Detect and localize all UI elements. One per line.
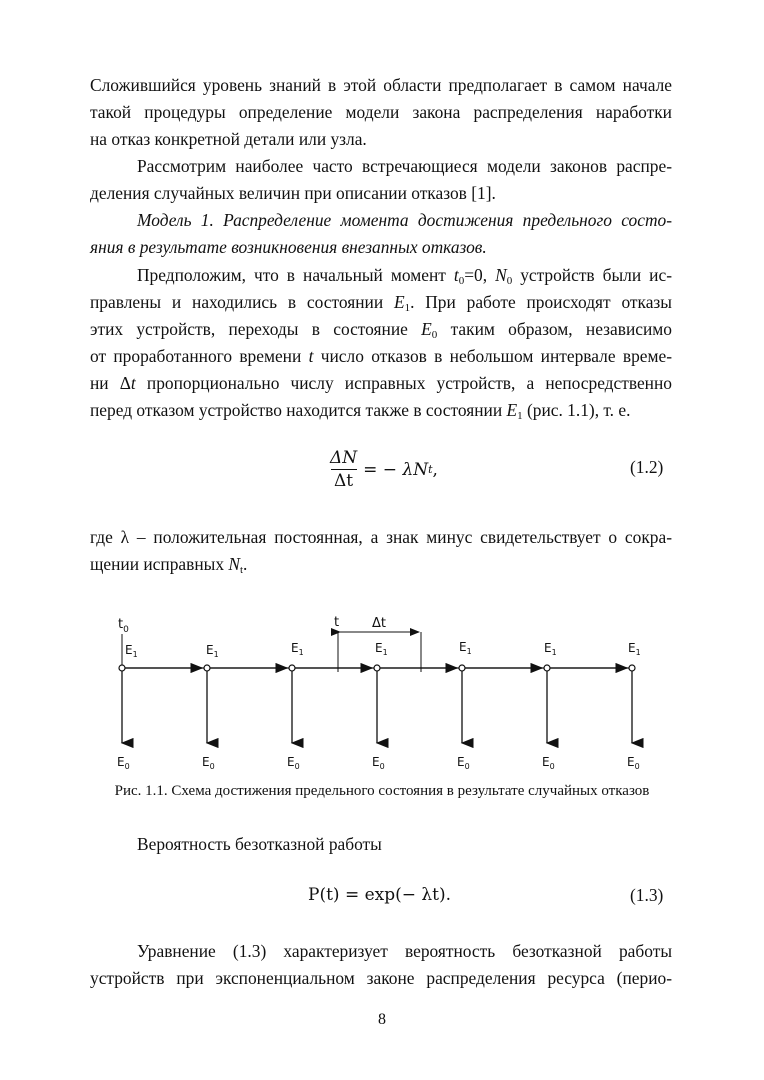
- state-transition-diagram: [0, 600, 764, 780]
- p2-line-2: деления случайных величин при описании отказов [1].: [90, 183, 496, 203]
- p4-line-5: ни Δt пропорционально числу исправных устройств, а непосредственно: [90, 373, 672, 393]
- formula-denominator: Δt: [334, 471, 354, 491]
- p1-line-2: такой процедуры определение модели закона распределения наработки: [90, 102, 672, 122]
- state-e0-label: $E_0$: [372, 755, 385, 771]
- state-node: [374, 665, 380, 671]
- t0-label: $t_0$: [118, 617, 129, 635]
- p5-line-1: где λ – положительная постоянная, а знак минус свидетельствует о сокра-: [90, 527, 672, 547]
- formula-tail: ,: [432, 459, 438, 480]
- state-node: [629, 665, 635, 671]
- p4-line-2: правлены и находились в состоянии $E_1$. При работе происходят отказы: [90, 292, 672, 314]
- state-e1-label: $E_1$: [375, 641, 388, 657]
- p5-line-2: щении исправных $N_t$.: [90, 554, 248, 576]
- state-e1-label: $E_1$: [206, 643, 219, 659]
- state-e0-label: $E_0$: [627, 755, 640, 771]
- p6-line: Вероятность безотказной работы: [137, 834, 382, 854]
- p7-line-1: Уравнение (1.3) характеризует вероятность безотказной работы: [137, 941, 672, 961]
- state-node: [119, 665, 125, 671]
- p1-line-1: Сложившийся уровень знаний в этой области предполагает в самом начале: [90, 75, 672, 95]
- state-node: [544, 665, 550, 671]
- state-e1-label: $E_1$: [459, 640, 472, 656]
- state-e1-label: $E_1$: [628, 641, 641, 657]
- p3-line-1: Модель 1. Распределение момента достижения предельного состо-: [137, 210, 672, 230]
- p4-line-6: перед отказом устройство находится также в состоянии $E_1$ (рис. 1.1), т. е.: [90, 400, 631, 422]
- p4-line-4: от проработанного времени t число отказов в небольшом интервале време-: [90, 346, 672, 366]
- state-e0-label: $E_0$: [287, 755, 300, 771]
- state-e0-label: $E_0$: [117, 755, 130, 771]
- state-e0-label: $E_0$: [457, 755, 470, 771]
- page-number: 8: [378, 1011, 386, 1028]
- state-e0-label: $E_0$: [542, 755, 555, 771]
- state-e1-label: $E_1$: [291, 641, 304, 657]
- t-label: t: [334, 615, 340, 630]
- formula-numerator: ΔN: [330, 448, 358, 468]
- state-node: [289, 665, 295, 671]
- p4-line-1: Предположим, что в начальный момент $t_0=0$, $N_0$ устройств были ис-: [137, 265, 672, 287]
- equation-number-1-2: (1.2): [630, 457, 664, 477]
- state-node: [459, 665, 465, 671]
- formula-1-2: ΔN Δt = − λN t ,: [330, 448, 438, 491]
- p3-line-2: яния в результате возникновения внезапных отказов.: [90, 237, 487, 257]
- formula-1-3: P(t) = exp(− λt).: [308, 885, 452, 905]
- state-e1-label: $E_1$: [544, 641, 557, 657]
- state-e0-label: $E_0$: [202, 755, 215, 771]
- p7-line-2: устройств при экспоненциальном законе распределения ресурса (перио-: [90, 968, 672, 988]
- state-e1-label: $E_1$: [125, 643, 138, 659]
- p4-line-3: этих устройств, переходы в состояние $E_0$ таким образом, независимо: [90, 319, 672, 341]
- figure-caption: Рис. 1.1. Схема достижения предельного состояния в результате случайных отказов: [114, 783, 650, 799]
- p2-line-1: Рассмотрим наиболее часто встречающиеся модели законов распре-: [137, 156, 672, 176]
- state-node: [204, 665, 210, 671]
- dt-label: Δt: [372, 616, 386, 631]
- equation-number-1-3: (1.3): [630, 885, 664, 905]
- p1-line-3: на отказ конкретной детали или узла.: [90, 129, 367, 149]
- formula-rhs: = − λN: [363, 459, 429, 480]
